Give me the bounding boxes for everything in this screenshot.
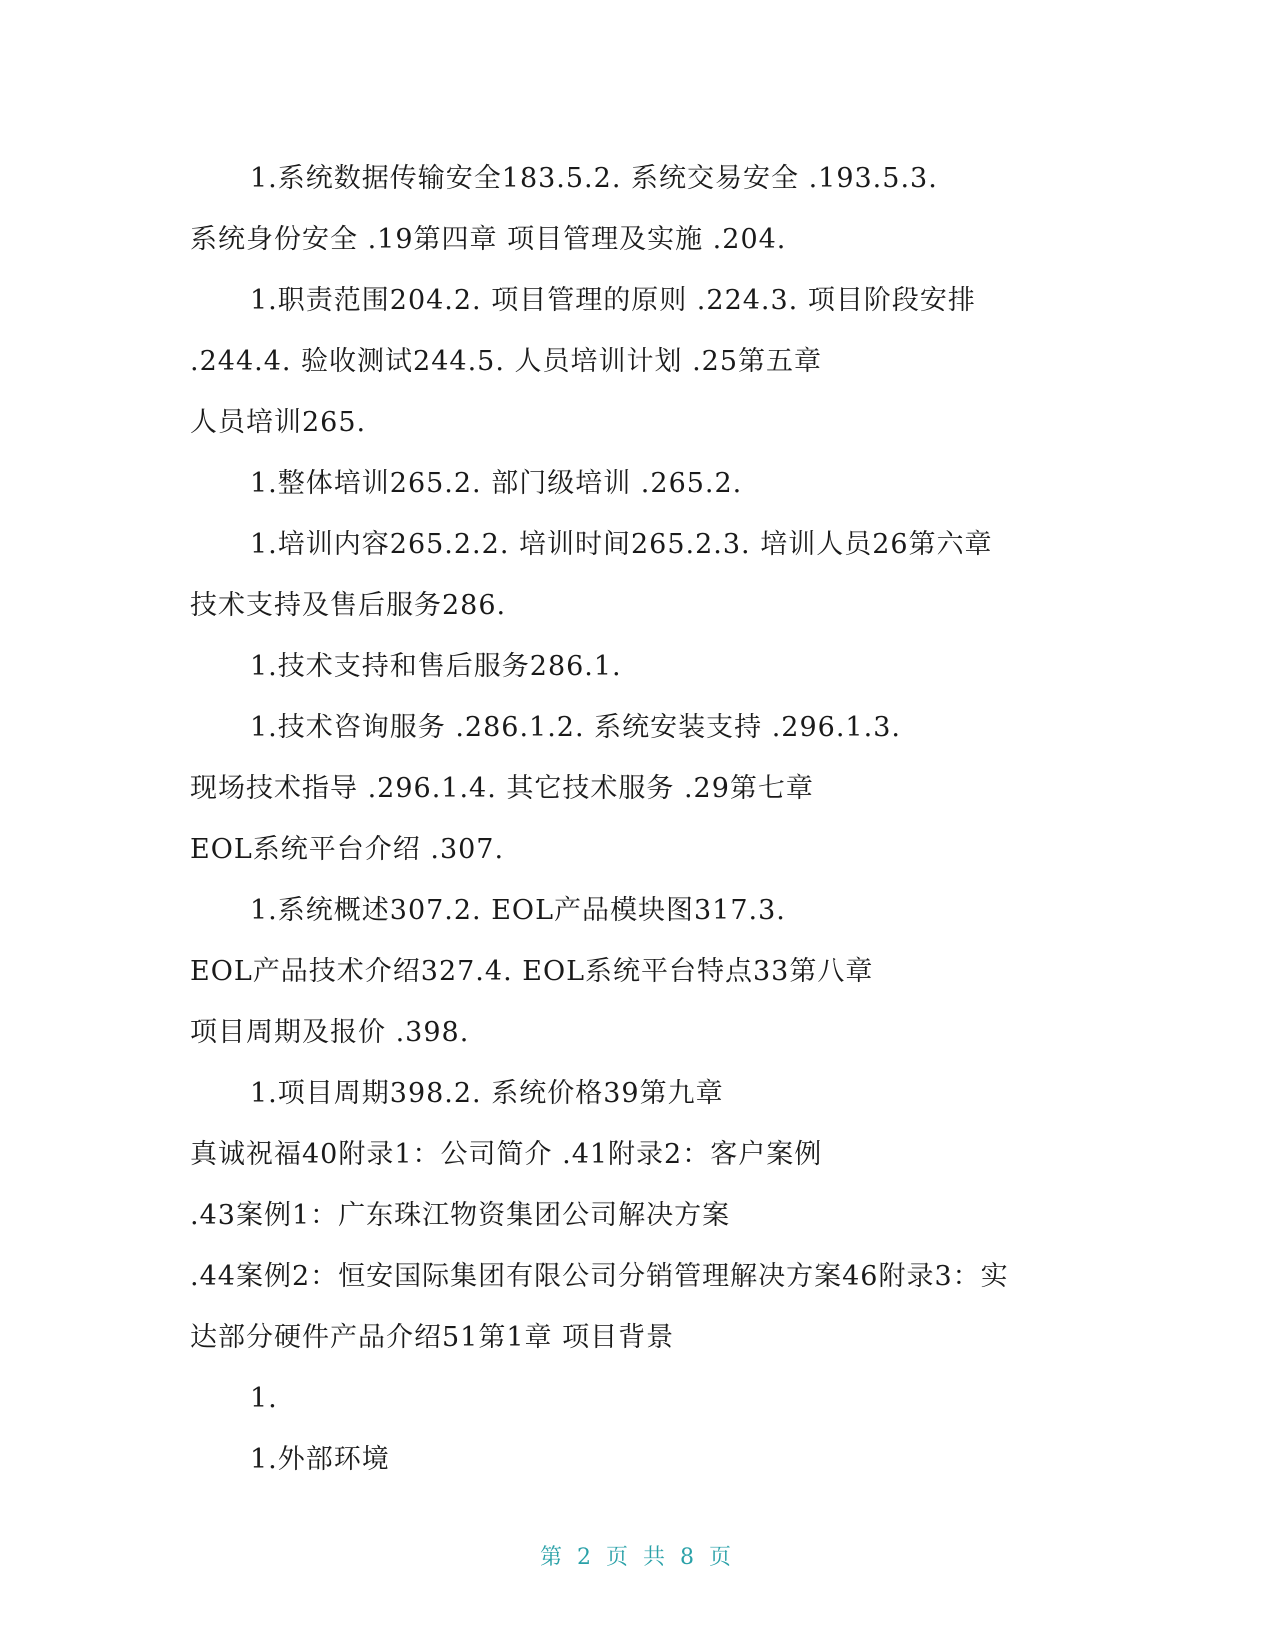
text-line: 人员培训265.	[190, 407, 367, 438]
document-body	[190, 148, 1090, 1490]
text-line: 1.培训内容265.2.2. 培训时间265.2.3. 培训人员26第六章	[250, 529, 993, 560]
text-line: 真诚祝福40附录1：公司简介 .41附录2：客户案例	[190, 1139, 823, 1170]
text-line: 1.项目周期398.2. 系统价格39第九章	[250, 1078, 724, 1109]
text-line: 项目周期及报价 .398.	[190, 1017, 470, 1048]
text-line: 1.系统数据传输安全183.5.2. 系统交易安全 .193.5.3.	[250, 163, 938, 194]
text-line: 1.技术支持和售后服务286.1.	[250, 651, 622, 682]
page-footer	[0, 1540, 1275, 1571]
text-line: 1.	[250, 1383, 278, 1414]
text-line: 系统身份安全 .19第四章 项目管理及实施 .204.	[190, 224, 787, 255]
text-line: EOL产品技术介绍327.4. EOL系统平台特点33第八章	[190, 956, 874, 987]
text-line: .43案例1：广东珠江物资集团公司解决方案	[190, 1200, 731, 1231]
text-line: 达部分硬件产品介绍51第1章 项目背景	[190, 1322, 675, 1353]
text-line: 1.系统概述307.2. EOL产品模块图317.3.	[250, 895, 786, 926]
text-line: .44案例2：恒安国际集团有限公司分销管理解决方案46附录3：实	[190, 1261, 1009, 1292]
text-line: 1.技术咨询服务 .286.1.2. 系统安装支持 .296.1.3.	[250, 712, 901, 743]
text-line: 现场技术指导 .296.1.4. 其它技术服务 .29第七章	[190, 773, 814, 804]
text-line: 1.整体培训265.2. 部门级培训 .265.2.	[250, 468, 743, 499]
text-line: EOL系统平台介绍 .307.	[190, 834, 505, 865]
text-line: 1.外部环境	[250, 1444, 390, 1475]
page-number-label: 第 2 页 共 8 页	[540, 1545, 735, 1570]
text-line: 技术支持及售后服务286.	[190, 590, 507, 621]
text-line: 1.职责范围204.2. 项目管理的原则 .224.3. 项目阶段安排	[250, 285, 976, 316]
text-line: .244.4. 验收测试244.5. 人员培训计划 .25第五章	[190, 346, 823, 377]
